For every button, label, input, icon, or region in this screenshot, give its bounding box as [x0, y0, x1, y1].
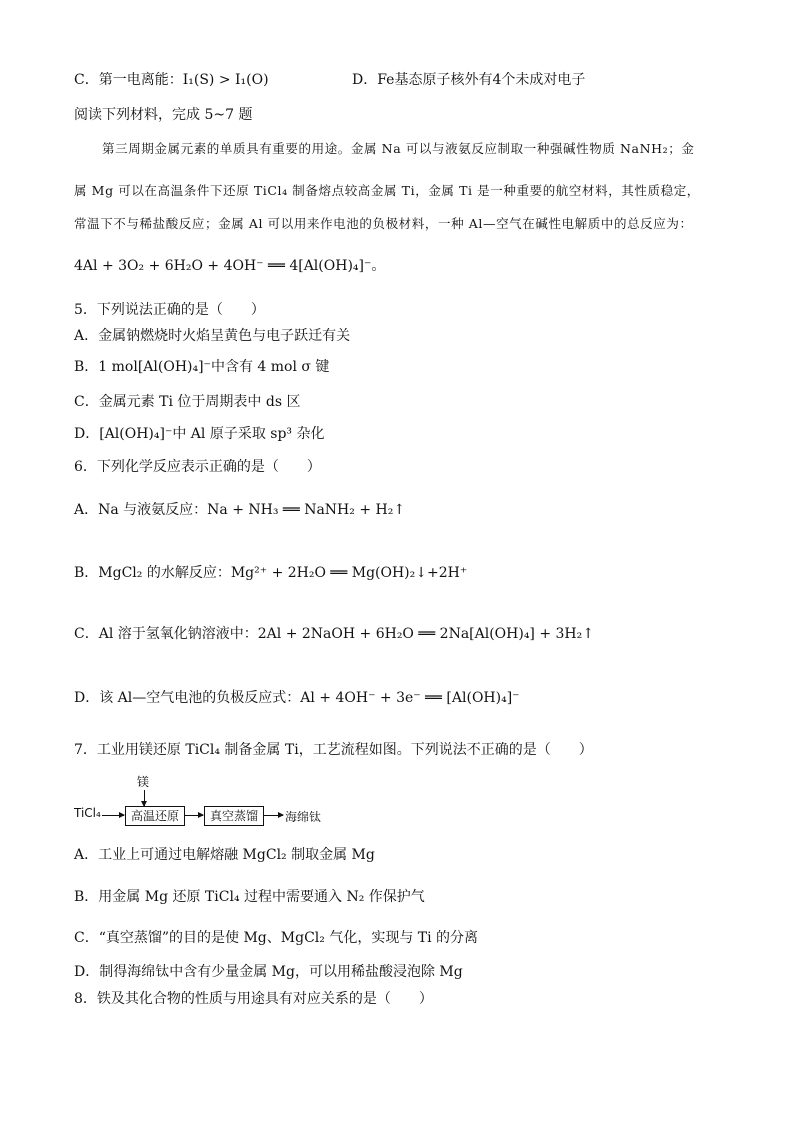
- q8-stem: 8．铁及其化合物的性质与用途具有对应关系的是（ ）: [74, 991, 433, 1007]
- material-line-1: 第三周期金属元素的单质具有重要的用途。金属 Na 可以与液氨反应制取一种强碱性物质 NaNH₂；金: [102, 141, 695, 156]
- q5-stem: 5．下列说法正确的是（ ）: [74, 302, 265, 318]
- flow-input-label: TiCl₄: [74, 806, 101, 820]
- q6-stem: 6．下列化学反应表示正确的是（ ）: [74, 459, 321, 475]
- q7-option-d: D．制得海绵钛中含有少量金属 Mg，可以用稀盐酸浸泡除 Mg: [74, 964, 463, 980]
- flow-arrow-2: [184, 815, 203, 816]
- q6-option-c: C．Al 溶于氢氧化钠溶液中：2Al + 2NaOH + 6H₂O ══ 2Na[Al(OH)₄] + 3H₂↑: [74, 626, 594, 642]
- q5-option-d: D．[Al(OH)₄]⁻中 Al 原子采取 sp³ 杂化: [74, 426, 325, 442]
- q5-option-a: A．金属钠燃烧时火焰呈黄色与电子跃迁有关: [74, 328, 351, 344]
- q4-option-c: C．第一电离能：I₁(S) > I₁(O): [74, 72, 269, 88]
- flow-output-label: 海绵钛: [285, 810, 322, 824]
- flow-arrow-1: [102, 815, 124, 816]
- q6-option-a: A．Na 与液氨反应：Na + NH₃ ══ NaNH₂ + H₂↑: [74, 502, 406, 518]
- flow-reagent-label: 镁: [137, 775, 150, 789]
- flow-arrow-3: [263, 815, 283, 816]
- material-line-2: 属 Mg 可以在高温条件下还原 TiCl₄ 制备熔点较高金属 Ti，金属 Ti 是一种重要的航空材料，其性质稳定，: [74, 183, 700, 198]
- q7-option-b: B．用金属 Mg 还原 TiCl₄ 过程中需要通入 N₂ 作保护气: [74, 889, 425, 905]
- material-total-equation: 4Al + 3O₂ + 6H₂O + 4OH⁻ ══ 4[Al(OH)₄]⁻。: [74, 258, 386, 274]
- reading-intro: 阅读下列材料，完成 5~7 题: [74, 107, 253, 123]
- q7-stem: 7．工业用镁还原 TiCl₄ 制备金属 Ti，工艺流程如图。下列说法不正确的是（ ）: [74, 742, 593, 758]
- q5-option-b: B．1 mol[Al(OH)₄]⁻中含有 4 mol σ 键: [74, 359, 330, 375]
- q6-option-b: B．MgCl₂ 的水解反应：Mg²⁺ + 2H₂O ══ Mg(OH)₂↓+2H⁺: [74, 565, 468, 581]
- q6-option-d: D．该 Al—空气电池的负极反应式：Al + 4OH⁻ + 3e⁻ ══ [Al(OH)₄]⁻: [74, 690, 520, 706]
- q7-option-a: A．工业上可通过电解熔融 MgCl₂ 制取金属 Mg: [74, 847, 375, 863]
- flow-step-vacuum-distillation: 真空蒸馏: [204, 806, 264, 826]
- q4-option-d: D．Fe基态原子核外有4个未成对电子: [352, 72, 586, 88]
- q5-option-c: C．金属元素 Ti 位于周期表中 ds 区: [74, 394, 301, 410]
- flow-reagent-arrow: [144, 790, 145, 806]
- flow-step-high-temp-reduction: 高温还原: [125, 806, 185, 826]
- material-line-3: 常温下不与稀盐酸反应；金属 Al 可以用来作电池的负极材料，一种 Al—空气在碱性电解质中的总反应为：: [74, 216, 693, 231]
- q7-option-c: C．“真空蒸馏”的目的是使 Mg、MgCl₂ 气化，实现与 Ti 的分离: [74, 930, 479, 946]
